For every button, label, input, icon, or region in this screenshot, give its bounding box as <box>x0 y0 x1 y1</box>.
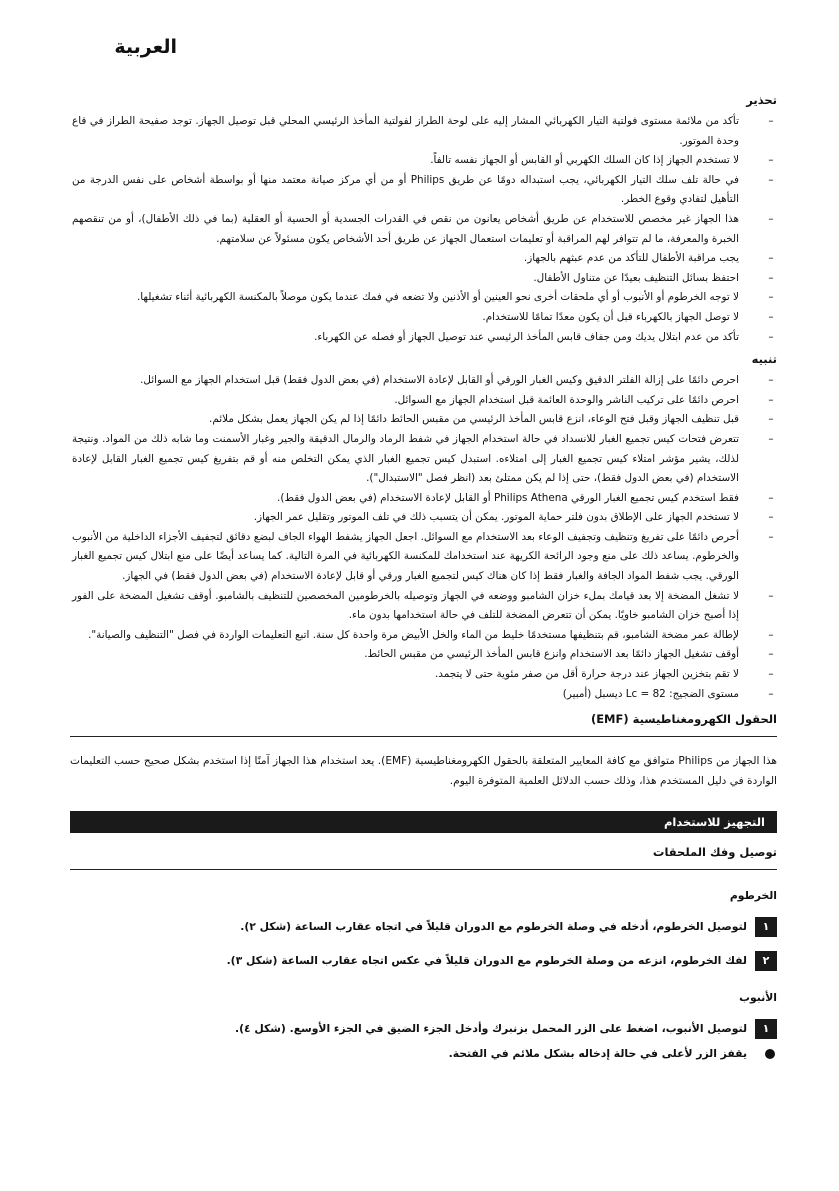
language-heading: العربية <box>114 36 177 58</box>
tube-steps <box>70 1018 777 1040</box>
caution-item: – لإطالة عمر مضخة الشامبو، قم بتنظيفها مستخدمًا خليط من الماء والخل الأبيض مرة واحدة كل سنة. اتبع التعليمات الواردة في فصل "التنظيف والصيانة". <box>88 628 774 641</box>
bullet-dot-icon <box>765 1049 775 1059</box>
caution-item: – قبل تنظيف الجهاز وقبل فتح الوعاء، انزع قابس المأخذ الرئيسي من مقبس الحائط دائمًا إذا لم يكن الجهاز يعمل بشكل ملائم. <box>209 413 774 426</box>
accessories-subtitle: توصيل وفك الملحقات <box>652 845 777 860</box>
hose-steps <box>70 916 777 972</box>
tube-title: الأنبوب <box>739 991 777 1005</box>
warning-item: – في حالة تلف سلك التيار الكهربائي، يجب استبداله دومًا عن طريق Philips أو من أي مركز صيانة معتمد منها أو بواسطة أشخاص على نفس الدرجة من التأهيل لتفادي وقوع الخطر. <box>72 173 774 206</box>
warning-item: – احتفظ بسائل التنظيف بعيدًا عن متناول الأطفال. <box>533 271 774 284</box>
step-number: ٢ <box>755 951 777 971</box>
section-divider <box>70 736 777 737</box>
warning-item: – تأكد من عدم ابتلال يديك ومن جفاف قابس المأخذ الرئيسي عند توصيل الجهاز أو فصله عن الكهرباء. <box>314 330 774 343</box>
warning-item: – تأكد من ملائمة مستوى فولتية التيار الكهربائي المشار إليه على لوحة الطراز لفولتية المأخذ الرئيسي المحلي قبل توصيل الجهاز. توجد صفيحة الطراز في قاع وحدة الموتور. <box>72 115 774 147</box>
emf-title: الحقول الكهرومغناطيسية (EMF) <box>590 712 777 727</box>
step-text: لتوصيل الأنبوب، اضغط على الزر المحمل بزنبرك وأدخل الجزء الضيق في الجزء الأوسع. (شكل ٤). <box>234 1022 747 1036</box>
caution-item: – أوقف تشغيل الجهاز دائمًا بعد الاستخدام وانزع قابس المأخذ الرئيسي من مقبس الحائط. <box>364 648 774 661</box>
step-number: ١ <box>755 1019 777 1039</box>
warning-title: تحذير <box>746 93 777 107</box>
step-item <box>70 916 777 938</box>
tube-note <box>70 1044 777 1064</box>
hose-title: الخرطوم <box>729 889 777 903</box>
step-item <box>70 1018 777 1040</box>
warning-section <box>70 92 777 347</box>
caution-item: – أحرص دائمًا على تفريغ وتنظيف وتجفيف الوعاء بعد الاستخدام مع السوائل. اجعل الجهاز يشفط الهواء الجاف لبضع دقائق لتجفيف الأجزاء الداخلية من الأنبوب والخرطوم. يساعد ذلك على منع وجود الرائحة الكريهة عند استخدامك للمكنسة الكهربائية في المرة التالية. كما يساعد أيضًا على منع ابتلال كيس تجميع الغبار الورقي. يجب شفط المواد الجافة والغبار فقط إذا كان هناك كيس لتجميع الغبار ورقي أو قابل لإعادة الاستخدام (في بعض الدول فقط) في الجهاز. <box>72 530 774 583</box>
step-item <box>70 950 777 972</box>
warning-item: – يجب مراقبة الأطفال للتأكد من عدم عبثهم بالجهاز. <box>523 252 774 265</box>
caution-item: – لا تستخدم الجهاز على الإطلاق بدون فلتر حماية الموتور. يمكن أن يتسبب ذلك في تلف الموتور وتقليل عمر الجهاز. <box>253 511 774 524</box>
step-text: لفك الخرطوم، انزعه من وصلة الخرطوم مع الدوران قليلاً في عكس اتجاه عقارب الساعة (شكل ٣). <box>226 954 747 968</box>
caution-item: – لا تشغل المضخة إلا بعد قيامك بملء خزان الشامبو ووضعه في الجهاز وتوصيله بالخرطومين المخصصين للتنظيف بالشامبو. أوقف تشغيل المضخة على الفور إذا أصبح خزان الشامبو خاويًا. يمكن أن تتعرض المضخة للتلف في حالة استخدامها بدون ماء. <box>72 589 774 622</box>
caution-item: – مستوى الضجيج: Lc = 82 ديسبل (أمبير) <box>562 687 774 700</box>
warning-list <box>70 112 777 347</box>
warning-item: – هذا الجهاز غير مخصص للاستخدام عن طريق أشخاص يعانون من نقص في القدرات الجسدية أو الحسية أو العقلية (بما في ذلك الأطفال)، أو من تنقصهم الخبرة والمعرفة، ما لم تتوافر لهم المراقبة أو تعليمات استعمال الجهاز عن طريق أحد الأشخاص يكون مسئولاً عن سلامتهم. <box>72 212 774 245</box>
warning-item: – لا توصل الجهاز بالكهرباء قبل أن يكون معدًا تمامًا للاستخدام. <box>482 310 774 323</box>
caution-section <box>70 351 777 704</box>
step-number: ١ <box>755 917 777 937</box>
caution-item: – فقط استخدم كيس تجميع الغبار الورقي Philips Athena أو القابل لإعادة الاستخدام (في بعض الدول فقط). <box>277 491 774 504</box>
caution-item: – لا تقم بتخزين الجهاز عند درجة حرارة أقل من صفر مئوية حتى لا يتجمد. <box>434 668 774 681</box>
subsection-divider <box>70 869 777 870</box>
caution-item: – تتعرض فتحات كيس تجميع الغبار للانسداد في حالة استخدام الجهاز في شفط الرماد والرمال الدقيقة والجير وغبار الأسمنت وما شابه ذلك من المواد. ونتيجة لذلك، يشير مؤشر امتلاء كيس تجميع الغبار إلى امتلاءه. استبدل كيس تجميع الغبار الذي يمكن التخلص منه أو قم بتفريغ كيس تجميع الغبار القابل لإعادة الاستخدام (في بعض الدول فقط)، حتى إذا لم يكن ممتلئ بعد (انظر فصل "الاستبدال"). <box>72 432 774 485</box>
caution-list <box>70 371 777 704</box>
manual-content <box>70 92 777 1064</box>
warning-item: – لا توجه الخرطوم أو الأنبوب أو أي ملحقات أخرى نحو العينين أو الأذنين ولا تضعه في فمك عندما يكون موصلاً بالمكنسة الكهربائية أثناء تشغيلها. <box>136 291 774 304</box>
note-text: يقفز الزر لأعلى في حالة إدخاله بشكل ملائم في الفتحة. <box>448 1047 747 1061</box>
prep-heading-bar: التجهيز للاستخدام <box>70 811 777 833</box>
caution-item: – احرص دائمًا على إزالة الفلتر الدقيق وكيس الغبار الورقي أو القابل لإعادة الاستخدام (في بعض الدول فقط) قبل استخدام الجهاز مع السوائل. <box>140 374 774 387</box>
caution-title: تنبيه <box>751 352 777 367</box>
emf-text: هذا الجهاز من Philips متوافق مع كافة المعايير المتعلقة بالحقول الكهرومغناطيسية (EMF). يعد استخدام هذا الجهاز آمنًا إذا استخدم بشكل صحيح حسب التعليمات الواردة في دليل المستخدم هذا، وذلك حسب الدلائل العلمية المتوفرة اليوم. <box>70 755 778 788</box>
caution-item: – احرص دائمًا على تركيب الناشر والوحدة العائمة قبل استخدام الجهاز مع السوائل. <box>394 393 774 406</box>
step-text: لتوصيل الخرطوم، أدخله في وصلة الخرطوم مع الدوران قليلاً في اتجاه عقارب الساعة (شكل ٢). <box>240 920 747 934</box>
warning-item: – لا تستخدم الجهاز إذا كان السلك الكهربي أو القابس أو الجهاز نفسه تالفاً. <box>430 154 774 167</box>
